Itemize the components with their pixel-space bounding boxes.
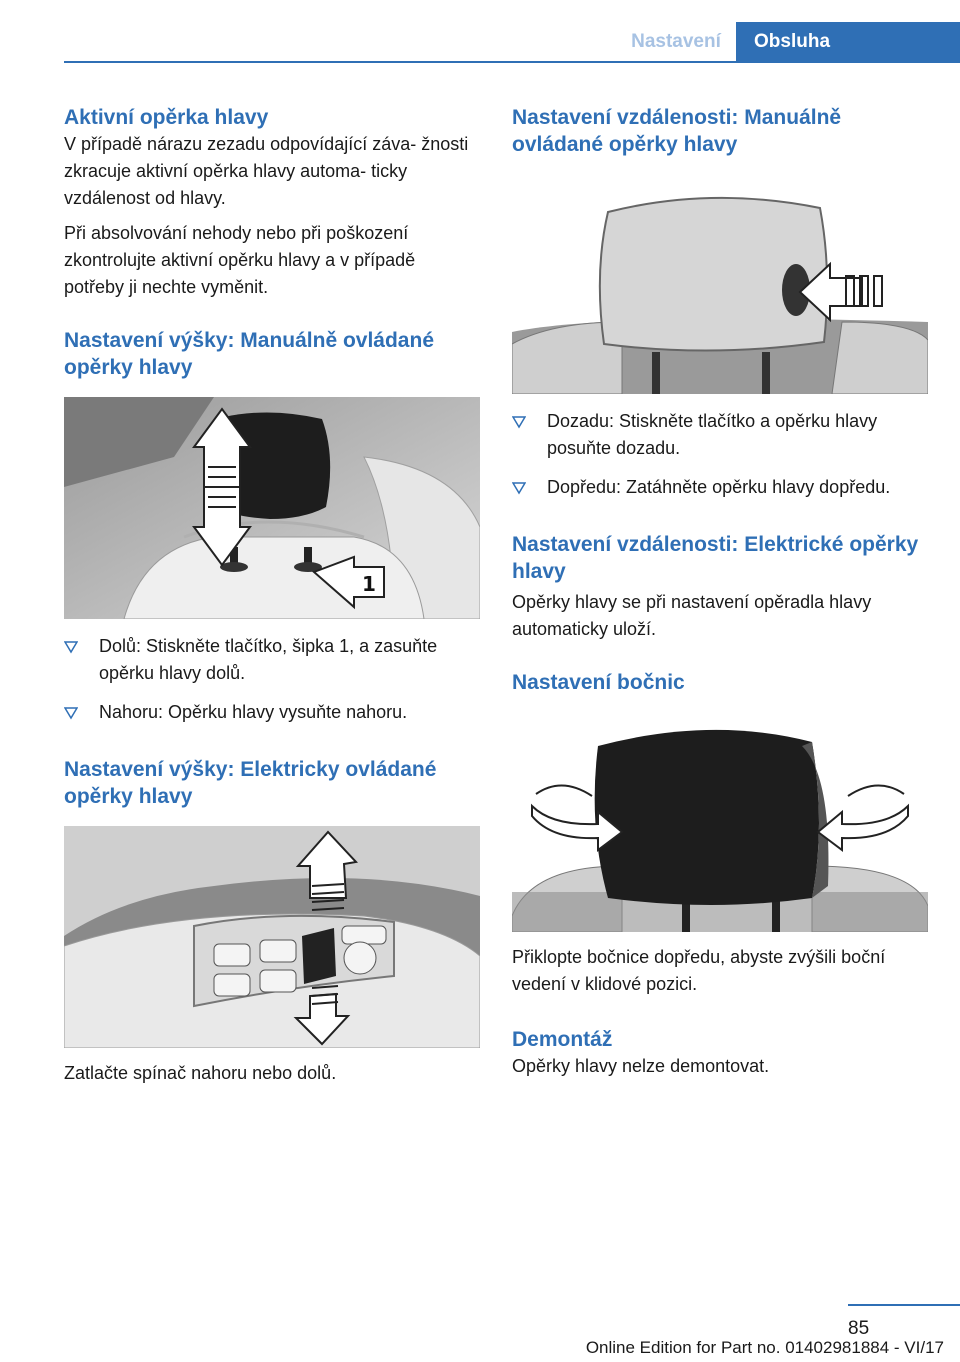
section-electric-distance	[512, 531, 928, 643]
figure-manual-height	[64, 397, 480, 619]
section-removal	[512, 1026, 928, 1080]
heading-removal: Demontáž	[512, 1028, 613, 1051]
bullet-triangle-icon	[64, 640, 78, 654]
step-back-text: Dozadu: Stiskněte tlačítko a opěrku hlavy posuňte dozadu.	[547, 411, 878, 458]
figure-electric-height	[64, 826, 480, 1048]
heading-manual-height: Nastavení výšky: Manuálně ovládané opěrky hlavy	[64, 329, 434, 379]
manual-height-steps	[64, 633, 480, 726]
heading-side-wings: Nastavení bočnic	[512, 671, 685, 694]
paragraph-active-2: Při absolvování nehody nebo při poškození zkontrolujte aktivní opěrku hlavy a v případě potřeby ji nechte vyměnit.	[64, 223, 416, 297]
headrest-height-illustration	[64, 397, 480, 619]
bullet-triangle-icon	[64, 706, 78, 720]
electric-distance-text: Opěrky hlavy se při nastavení opěradla hlavy automaticky uloží.	[512, 592, 872, 639]
arrow-number-label: 1	[362, 572, 376, 596]
heading-active-headrest: Aktivní opěrka hlavy	[64, 106, 269, 129]
footer-rule	[848, 1304, 960, 1306]
headrest-distance-illustration	[512, 172, 928, 394]
electric-height-caption: Zatlačte spínač nahoru nebo dolů.	[64, 1063, 337, 1083]
paragraph-active-1: V případě nárazu zezadu odpovídající záva‐ žnosti zkracuje aktivní opěrka hlavy automa‐ ticky vzdálenost od hlavy.	[64, 134, 469, 208]
step-down-text: Dolů: Stiskněte tlačítko, šipka 1, a zasuňte opěrku hlavy dolů.	[99, 636, 438, 683]
heading-electric-distance: Nastavení vzdálenosti: Elektrické opěrky hlavy	[512, 533, 919, 583]
list-item	[64, 633, 480, 687]
side-wings-text: Přiklopte bočnice dopředu, abyste zvýšili boční vedení v klidové pozici.	[512, 947, 886, 994]
side-wings-illustration	[512, 716, 928, 932]
figure-side-wings	[512, 716, 928, 932]
page-number: 85	[848, 1318, 870, 1339]
bullet-triangle-icon	[512, 415, 526, 429]
left-column	[64, 100, 480, 1087]
section-side-wings	[512, 669, 928, 998]
section-electric-height	[64, 756, 480, 1087]
page-header	[0, 0, 960, 64]
section-manual-distance	[512, 104, 928, 501]
heading-electric-height: Nastavení výšky: Elektricky ovládané opěrky hlavy	[64, 758, 437, 808]
section-active-headrest	[64, 104, 480, 301]
tab-chapter[interactable]: Obsluha	[736, 22, 960, 62]
list-item	[64, 699, 480, 726]
bullet-triangle-icon	[512, 481, 526, 495]
seat-switch-illustration	[64, 826, 480, 1048]
tab-section[interactable]: Nastavení	[631, 31, 721, 52]
removal-text: Opěrky hlavy nelze demontovat.	[512, 1056, 770, 1076]
step-forward-text: Dopředu: Zatáhněte opěrku hlavy dopředu.	[547, 477, 891, 497]
header-rule	[64, 61, 960, 63]
manual-distance-steps	[512, 408, 928, 501]
step-up-text: Nahoru: Opěrku hlavy vysuňte nahoru.	[99, 702, 408, 722]
section-manual-height	[64, 327, 480, 726]
list-item	[512, 408, 928, 462]
heading-manual-distance: Nastavení vzdálenosti: Manuálně ovládané opěrky hlavy	[512, 106, 842, 156]
edition-footer: Online Edition for Part no. 01402981884 - VI/17	[585, 1338, 944, 1357]
figure-manual-distance	[512, 172, 928, 394]
list-item	[512, 474, 928, 501]
right-column	[512, 100, 928, 1080]
